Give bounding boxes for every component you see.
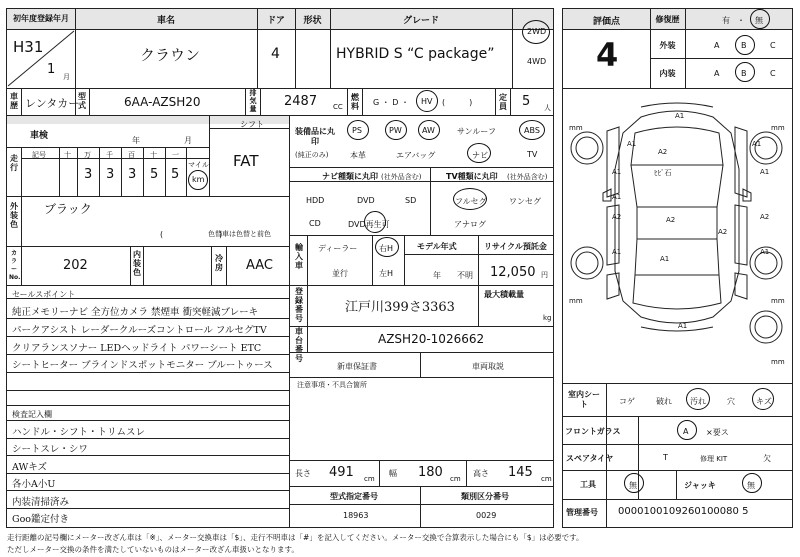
length-value: 491	[329, 465, 354, 480]
mileage-digit: 3	[128, 167, 137, 182]
interior-color-label: 内装色	[133, 250, 141, 277]
notes-label: 注意事項・不具合箇所	[297, 381, 367, 389]
damage-label: A1	[760, 168, 770, 176]
digit-head-1: 万	[84, 151, 91, 159]
damage-label: A1	[760, 248, 770, 256]
ext-label: 外装	[659, 41, 676, 50]
color-note: 色替車は色替と前色	[208, 230, 271, 238]
class-no-label: 類別区分番号	[461, 492, 509, 501]
ext-grade-c: C	[770, 41, 776, 50]
inspection-month: 月	[184, 136, 192, 145]
tire-mm: mm	[569, 124, 583, 132]
seat-kizu: キズ	[756, 397, 772, 406]
equip-navi: ナビ	[472, 151, 488, 160]
car-name-value: クラウン	[140, 46, 201, 64]
inspector-line: Goo鑑定付き	[12, 514, 70, 525]
repair-yes: 有	[722, 16, 730, 25]
car-name-label: 車名	[156, 16, 175, 26]
digit-head-4: 十	[150, 151, 157, 159]
capacity-value: 5	[522, 94, 531, 109]
color-no-value: 202	[63, 258, 88, 273]
mileage-digit: 3	[84, 167, 93, 182]
height-value: 145	[508, 465, 533, 480]
sales-line: クリアランスソナー LEDヘッドライト パワーシート ETC	[12, 343, 262, 354]
import-right: 右H	[379, 244, 394, 253]
fuel-selected: HV	[421, 97, 433, 106]
inspection-label: 車検	[30, 131, 49, 141]
model-label: 型式	[78, 92, 86, 110]
navi-label: ナビ種類に丸印	[322, 172, 378, 181]
import-parallel: 並行	[332, 269, 348, 278]
damage-label: A2	[760, 213, 770, 221]
shift-label: シフト	[240, 120, 264, 129]
equip-tv: TV	[527, 150, 538, 159]
tire-mm: mm	[771, 124, 785, 132]
height-label: 高さ	[473, 469, 489, 478]
ext-grade-a: A	[714, 41, 720, 50]
seat-yabure: 破れ	[656, 397, 672, 406]
door-label: ドア	[267, 16, 285, 26]
model-value: 6AA-AZSH20	[124, 95, 201, 109]
color-no-label: カラーNo.	[9, 250, 21, 281]
load-label: 最大積載量	[484, 290, 524, 299]
navi-cd: CD	[309, 219, 321, 228]
sales-label: セールスポイント	[12, 290, 76, 299]
repair-none: 無	[755, 16, 763, 25]
navi-sd: SD	[405, 196, 417, 205]
tv-sub: (社外品含む)	[507, 173, 548, 181]
sales-line: シートヒーター ブラインドスポットモニター ブルートゥース	[12, 360, 273, 371]
mileage-digit: 3	[106, 167, 115, 182]
jack-none: 無	[747, 481, 755, 490]
damage-label: A1	[660, 255, 670, 263]
use-value: レンタカー	[25, 97, 80, 110]
model-year-year: 年	[433, 271, 441, 280]
damage-label: A1	[678, 322, 688, 330]
recycle-unit: 円	[541, 271, 548, 279]
digit-head-2: 千	[106, 151, 113, 159]
fuel-label: 燃料	[351, 93, 359, 111]
import-label: 輸入車	[295, 243, 303, 270]
repair-dot: ・	[737, 16, 745, 25]
spare-t: T	[663, 453, 668, 462]
inspector-line: 各小A小U	[12, 479, 56, 490]
reg-label: 登録番号	[295, 287, 303, 323]
tools-label: 工具	[580, 480, 596, 489]
ac-value: AAC	[246, 258, 273, 273]
glass-a: A	[683, 427, 689, 436]
digit-head-0: 十	[64, 151, 71, 159]
first-reg-era: H31	[13, 38, 44, 56]
fuel-paren: ( )	[442, 98, 473, 107]
tv-label: TV種類に丸印	[446, 172, 498, 181]
shift-value: FAT	[233, 152, 259, 170]
glass-x: ×要ス	[706, 428, 729, 437]
equip-leather: 本革	[350, 151, 366, 160]
cc-label: 排気量	[249, 89, 257, 113]
equip-airbag: エアバッグ	[396, 151, 436, 160]
inspection-year: 年	[132, 136, 140, 145]
damage-label: A2	[612, 213, 622, 221]
color-value: ブラック	[44, 202, 92, 216]
damage-label: A1	[612, 248, 622, 256]
first-reg-month-unit: 月	[63, 73, 70, 81]
class-no-value: 0029	[476, 511, 497, 520]
height-unit: cm	[541, 475, 552, 483]
tools-none: 無	[629, 481, 637, 490]
capacity-unit: 人	[544, 104, 551, 112]
equip-abs: ABS	[524, 126, 540, 135]
length-label: 長さ	[295, 469, 311, 478]
inspector-line: 内装清掃済み	[12, 497, 70, 508]
seat-yogore: 汚れ	[690, 397, 706, 406]
digit-head-3: 百	[128, 151, 135, 159]
mileage-label: 走行	[10, 154, 18, 172]
int-grade-b: B	[741, 69, 747, 78]
type-no-label: 型式指定番号	[330, 492, 378, 501]
int-grade-a: A	[714, 69, 720, 78]
vin-value: AZSH20-1026662	[378, 332, 485, 346]
equip-sub: (純正のみ)	[295, 151, 329, 159]
drive-2wd: 2WD	[527, 27, 547, 36]
recycle-label: リサイクル預託金	[484, 242, 547, 251]
equip-pw: PW	[389, 126, 402, 135]
navi-dvd-play: DVD再生可	[348, 220, 390, 229]
reg-value: 江戸川399さ3363	[345, 300, 455, 315]
main-sheet-frame	[6, 8, 554, 528]
navi-hdd: HDD	[306, 196, 325, 205]
model-year-label: モデル年式	[417, 242, 457, 251]
inspector-line: AWキズ	[12, 462, 48, 473]
mgmt-label: 管理番号	[566, 508, 598, 517]
tv-oneseg: ワンセグ	[509, 197, 541, 206]
damage-label: A1	[612, 168, 622, 176]
fuel-options: G ・ D ・	[373, 98, 409, 107]
int-grade-c: C	[770, 69, 776, 78]
inspector-label: 検査記入欄	[12, 410, 52, 419]
grade-label: グレード	[402, 16, 439, 26]
mileage-digit: 5	[150, 167, 159, 182]
spare-kit: 修理 KIT	[700, 455, 728, 463]
jack-label: ジャッキ	[684, 481, 716, 490]
mile-label: マイル	[188, 161, 209, 169]
footer-line-2: ただしメーター交換の条件を満たしていないものはメーター改ざん車扱いとなります。	[7, 545, 299, 554]
type-no-value: 18963	[343, 511, 369, 520]
equip-label: 装備品に丸印	[295, 127, 335, 146]
sales-line: 純正メモリーナビ 全方位カメラ 禁煙車 衝突軽減ブレーキ	[12, 307, 259, 318]
first-reg-label: 初年度登録年月	[13, 14, 69, 23]
warranty-new-car: 新車保証書	[337, 362, 377, 371]
import-dealer: ディーラー	[318, 244, 358, 253]
glass-label: フロントガラス	[565, 427, 621, 436]
tv-analog: アナログ	[454, 220, 486, 229]
width-label: 幅	[389, 469, 397, 478]
spare-none: 欠	[763, 454, 771, 463]
navi-sub: (社外品含む)	[381, 173, 422, 181]
equip-aw: AW	[422, 126, 435, 135]
length-unit: cm	[364, 475, 375, 483]
color-label: 外装色	[10, 202, 18, 229]
damage-label: A1	[612, 193, 622, 201]
navi-dvd: DVD	[357, 196, 375, 205]
recycle-value: 12,050	[490, 265, 536, 280]
use-label: 車歴	[10, 92, 18, 110]
load-unit: kg	[543, 314, 552, 322]
color-paren: ( )	[160, 230, 223, 239]
mileage-digit: 5	[171, 167, 180, 182]
width-unit: cm	[450, 475, 461, 483]
door-value: 4	[271, 46, 280, 62]
footer-line-1: 走行距離の記号欄にメーター改ざん車は「※」、メーター交換車は「$」、走行不明車は「#」を記入してください。メーター交換で合算表示した場合にも「$」は必要です。	[7, 533, 584, 542]
inspector-line: シートスレ・シワ	[12, 444, 88, 455]
damage-label: A1	[627, 140, 637, 148]
tv-fullseg: フルセグ	[455, 197, 487, 206]
first-reg-month: 1	[47, 62, 56, 77]
seat-koge: コゲ	[619, 397, 635, 406]
equip-sunroof: サンルーフ	[457, 127, 496, 136]
warranty-manual: 車両取説	[472, 362, 504, 371]
shape-label: 形状	[303, 16, 322, 26]
damage-label: A2	[658, 148, 668, 156]
inspector-line: ハンドル・シフト・トリムスレ	[12, 427, 146, 438]
grade-value: HYBRID S “C package”	[336, 46, 495, 62]
cc-unit: CC	[333, 103, 343, 111]
damage-label: A1	[675, 112, 685, 120]
drive-4wd: 4WD	[527, 57, 547, 66]
cc-value: 2487	[284, 94, 318, 109]
km-label: km	[192, 175, 205, 184]
equip-ps: PS	[352, 126, 362, 135]
ext-grade-b: B	[741, 41, 747, 50]
repair-label: 修復歴	[655, 15, 680, 24]
damage-label: A2	[718, 228, 728, 236]
model-year-unknown: 不明	[457, 271, 473, 280]
tire-mm: mm	[771, 297, 785, 305]
tire-mm: mm	[569, 297, 583, 305]
seat-label: 室内シート	[568, 390, 600, 409]
capacity-label: 定員	[499, 93, 507, 111]
mileage-sub: 記号	[32, 151, 46, 159]
vin-label: 車台番号	[295, 327, 303, 363]
width-value: 180	[418, 465, 443, 480]
ac-label: 冷房	[215, 254, 223, 272]
tire-mm: mm	[771, 358, 785, 366]
seat-ana: 穴	[727, 397, 735, 406]
mgmt-value: 0000100109260100080 5	[618, 506, 749, 517]
damage-label: A1	[752, 140, 762, 148]
score-label: 評価点	[592, 17, 620, 27]
digit-head-5: 一	[172, 151, 179, 159]
sales-line: パークアシスト レーダークルーズコントロール フルセグTV	[12, 325, 267, 336]
car-diagram	[563, 89, 792, 376]
import-left: 左H	[379, 269, 394, 278]
spare-label: スペアタイヤ	[566, 454, 614, 463]
damage-note: ﾋﾋﾞ石	[654, 169, 672, 177]
damage-label: A2	[666, 216, 676, 224]
int-label: 内装	[659, 69, 676, 78]
score-value: 4	[596, 36, 619, 74]
